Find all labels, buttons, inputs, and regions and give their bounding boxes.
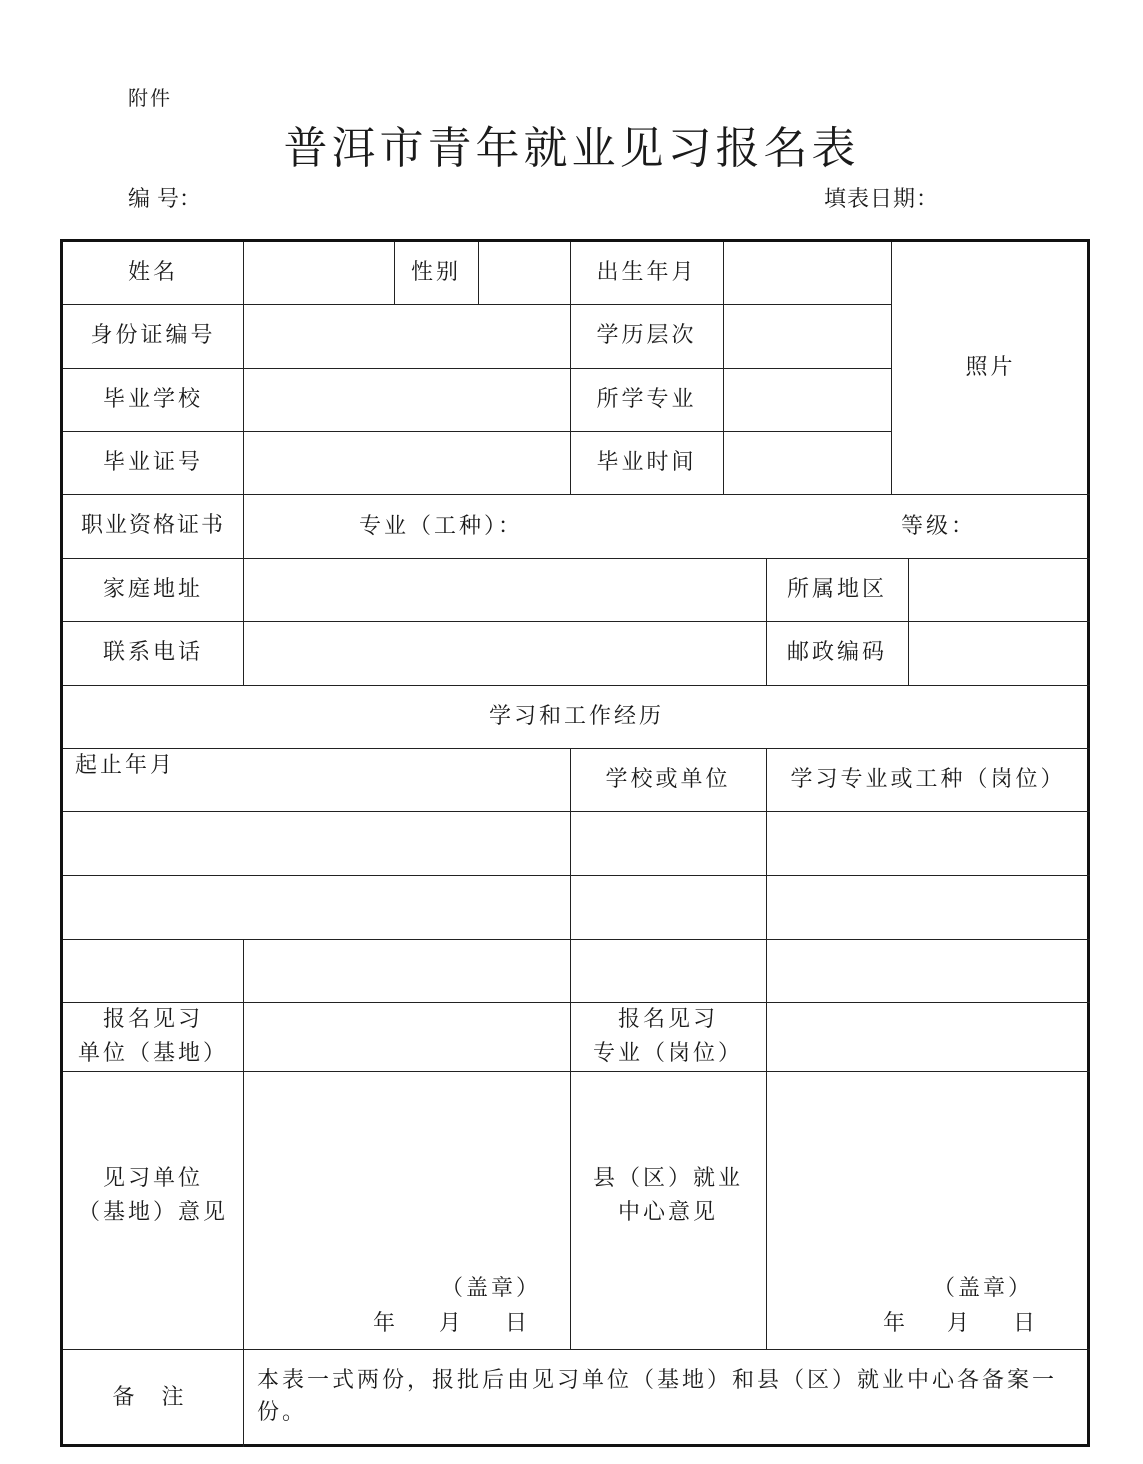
unit-date-month: 月 [439, 1311, 465, 1336]
column-divider [243, 939, 244, 1447]
phone-label: 联系电话 [102, 640, 203, 665]
row-divider [63, 1071, 1090, 1072]
fill-date-label: 填表日期： [824, 187, 940, 212]
column-divider [766, 748, 767, 1349]
qualification-label: 职业资格证书 [80, 513, 225, 538]
postcode-label: 邮政编码 [786, 640, 887, 665]
column-divider [243, 242, 244, 685]
region-label: 所属地区 [786, 576, 887, 602]
row-divider [63, 875, 1090, 876]
id-number-label: 身份证编号 [90, 323, 216, 348]
major-column-header: 学习专业或工种（岗位） [790, 766, 1066, 792]
unit-date-year: 年 [373, 1311, 399, 1336]
center-date-year: 年 [883, 1311, 909, 1336]
school-column-header: 学校或单位 [605, 766, 731, 792]
center-date-month: 月 [947, 1311, 973, 1336]
column-divider [478, 242, 479, 304]
grade-label: 等级： [901, 514, 977, 539]
period-column-header: 起止年月 [75, 753, 176, 778]
birth-label: 出生年月 [596, 260, 697, 285]
center-opinion-label-line1: 县（区）就业 [592, 1166, 743, 1191]
column-divider [723, 242, 724, 494]
unit-opinion-label-line1: 见习单位 [102, 1166, 203, 1191]
applied-unit-label-line2: 单位（基地） [77, 1040, 228, 1066]
applied-post-label-line1: 报名见习 [617, 1006, 718, 1032]
unit-date-day: 日 [505, 1311, 531, 1336]
diploma-number-label: 毕业证号 [102, 449, 203, 475]
school-label: 毕业学校 [102, 386, 203, 412]
row-divider [63, 811, 1090, 812]
column-divider [908, 558, 909, 685]
remarks-label: 备 注 [112, 1385, 194, 1410]
specialty-label: 专业（工种）： [359, 514, 524, 539]
serial-number-label: 编 号： [128, 187, 201, 212]
unit-opinion-label [63, 1162, 243, 1230]
center-date-day: 日 [1013, 1311, 1039, 1336]
applied-unit-label [63, 1002, 243, 1071]
photo-box: 照片 [965, 355, 1016, 380]
applied-unit-label-line1: 报名见习 [102, 1006, 203, 1032]
education-label: 学历层次 [596, 323, 697, 348]
unit-opinion-label-line2: （基地）意见 [77, 1200, 228, 1225]
center-opinion-label [570, 1162, 766, 1230]
form-title: 普洱市青年就业见习报名表 [283, 123, 860, 174]
applied-post-label [570, 1002, 766, 1071]
registration-table [60, 239, 1090, 1447]
applied-post-label-line2: 专业（岗位） [592, 1040, 743, 1066]
major-label: 所学专业 [596, 386, 697, 412]
center-seal-label: （盖章） [933, 1276, 1034, 1301]
remarks-text: 本表一式两份，报批后由见习单位（基地）和县（区）就业中心各备案一份。 [257, 1368, 1058, 1425]
address-label: 家庭地址 [102, 576, 203, 602]
graduation-time-label: 毕业时间 [596, 449, 697, 475]
gender-label: 性别 [410, 260, 461, 285]
row-divider [63, 939, 1090, 940]
unit-seal-label: （盖章） [441, 1276, 542, 1301]
center-opinion-label-line2: 中心意见 [617, 1200, 718, 1225]
experience-heading: 学习和工作经历 [488, 703, 664, 729]
name-label: 姓名 [127, 260, 178, 285]
annex-label: 附件 [128, 86, 172, 110]
